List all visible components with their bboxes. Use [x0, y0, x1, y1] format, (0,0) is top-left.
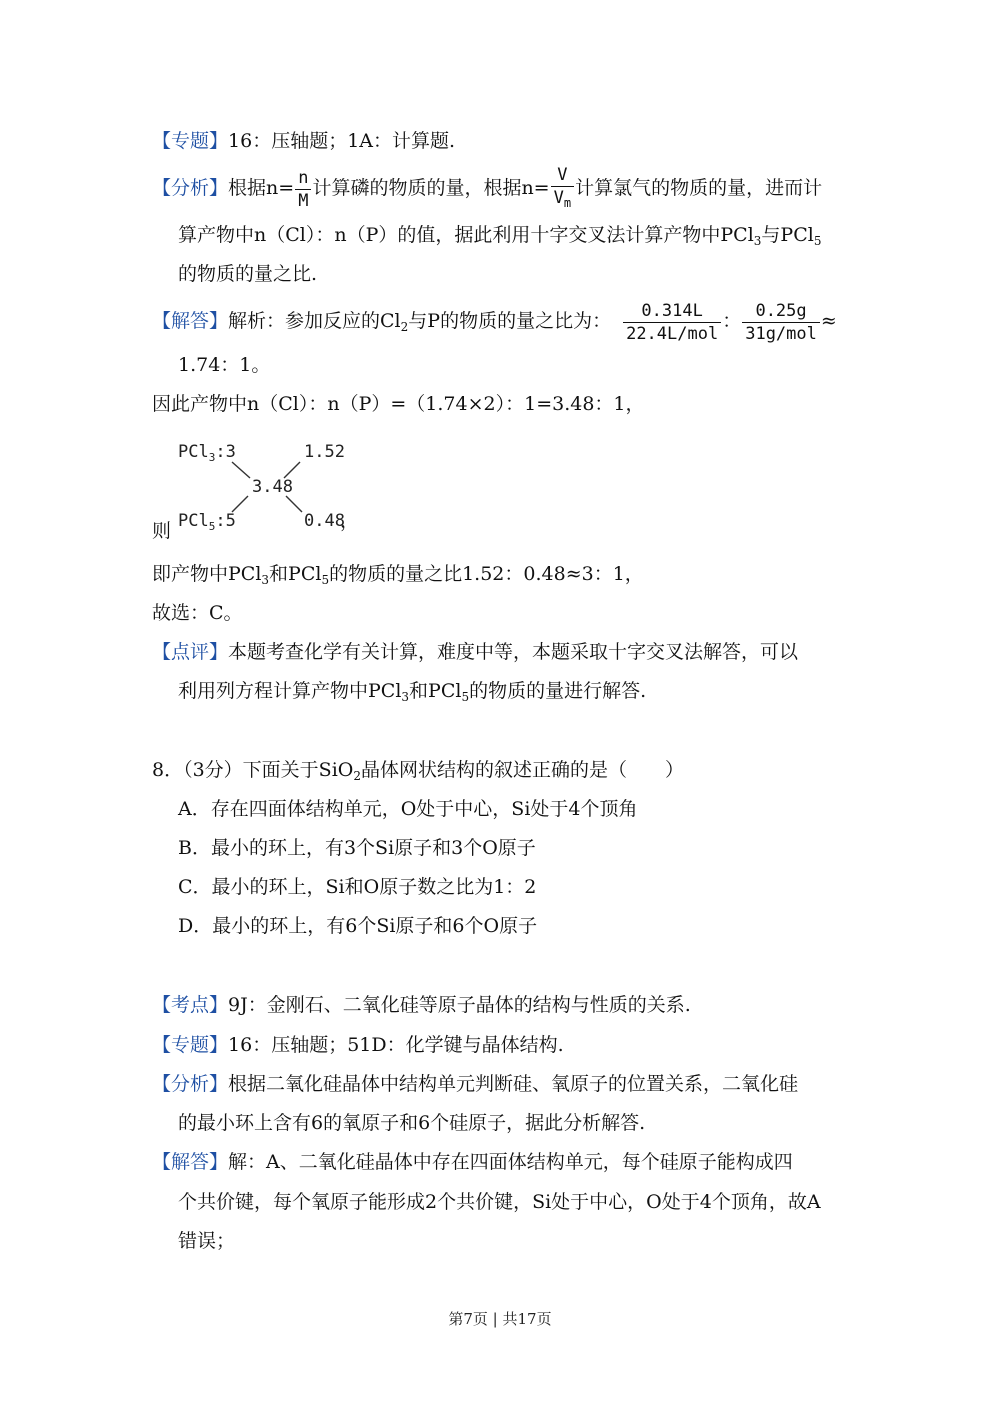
frac-num: 0.25g: [742, 300, 820, 323]
q8-zhuanti: [152, 1032, 564, 1058]
jichan-b: 和PCl: [269, 563, 322, 585]
diagram-bottom-left: PCl$_5$:5: [178, 511, 236, 533]
zhuanti-text: 16：压轴题；1A：计算题.: [228, 130, 456, 152]
jichan-line: [152, 561, 644, 593]
q8-stem-b: 晶体网状结构的叙述正确的是（ ）: [361, 759, 685, 781]
q8-option-b: B．最小的环上，有3个Si原子和3个O原子: [178, 837, 536, 859]
q8-fenxi-2: 的最小环上含有6的氧原子和6个硅原子，据此分析解答.: [178, 1112, 646, 1134]
frac-den-sub: m: [563, 196, 572, 210]
q8-stem-a: 8．（3分）下面关于SiO: [152, 759, 354, 781]
jichan-c: 的物质的量之比1.52：0.48≈3：1，: [329, 563, 644, 585]
fenxi-line-2: [178, 222, 821, 254]
frac-den-main: V: [553, 188, 564, 208]
fenxi-tag: 【分析】: [152, 177, 229, 199]
diagram-top-right: 1.52: [304, 442, 345, 462]
approx-sign: ≈: [820, 310, 837, 332]
fenxi-line2-b: 与PCl: [761, 224, 814, 246]
fenxi-text-b: 计算磷的物质的量，根据n=: [312, 177, 550, 199]
zhuanti-text: 16：压轴题；51D：化学键与晶体结构.: [228, 1034, 564, 1056]
q8-jieda-1: [152, 1149, 793, 1175]
dianping-line2-a: 利用列方程计算产物中PCl: [178, 680, 402, 702]
page-footer: 第7页 | 共17页: [448, 1310, 552, 1328]
kaodian-text: 9J：金刚石、二氧化硅等原子晶体的结构与性质的关系.: [228, 994, 691, 1016]
diagram-bottom-right: 0.48: [304, 511, 345, 531]
sub: 2: [400, 320, 409, 334]
q8-option-a: A．存在四面体结构单元，O处于中心，Si处于4个顶角: [178, 798, 638, 820]
jieda-text-a: 解析：参加反应的Cl: [228, 310, 401, 332]
fenxi-text-a: 根据n=: [228, 177, 295, 199]
dianping-line2-c: 的物质的量进行解答.: [469, 680, 647, 702]
q8-option-d: D．最小的环上，有6个Si原子和6个O原子: [178, 915, 538, 937]
diagram-line-tr: [284, 462, 300, 478]
fraction-v-over-vm: [551, 164, 574, 214]
q8-option-c: C．最小的环上，Si和O原子数之比为1：2: [178, 876, 537, 898]
dianping-text: 本题考查化学有关计算，难度中等，本题采取十字交叉法解答，可以: [228, 641, 799, 663]
sub: 5: [461, 690, 470, 704]
diagram-line-tl: [232, 462, 250, 478]
q8-kaodian: [152, 992, 691, 1018]
fraction-cl2: [623, 300, 721, 345]
ze-comma: ，: [340, 510, 360, 532]
diagram-center: 3.48: [252, 477, 293, 497]
cross-method-diagram: [176, 434, 356, 534]
fenxi-line2-a: 算产物中n（Cl）：n（P）的值，据此利用十字交叉法计算产物中PCl: [178, 224, 754, 246]
fraction-n-over-m: [295, 167, 311, 212]
fenxi-tag: 【分析】: [152, 1073, 229, 1095]
fenxi-text: 根据二氧化硅晶体中结构单元判断硅、氧原子的位置关系，二氧化硅: [228, 1073, 799, 1095]
jieda-line-2: 1.74：1。: [178, 354, 271, 376]
yinci-line: 因此产物中n（Cl）：n（P）=（1.74×2）：1=3.48：1，: [152, 393, 645, 415]
jieda-text: 解：A、二氧化硅晶体中存在四面体结构单元，每个硅原子能构成四: [228, 1151, 793, 1173]
dianping-line-1: [152, 639, 798, 665]
frac-den: 22.4L/mol: [626, 323, 719, 344]
frac-num: V: [551, 164, 574, 187]
ze-label: 则: [152, 520, 172, 542]
frac-den: M: [298, 190, 309, 211]
jieda-text-b: 与P的物质的量之比为：: [408, 310, 612, 332]
jieda-tag: 【解答】: [152, 310, 229, 332]
zhuanti-tag: 【专题】: [152, 130, 229, 152]
kaodian-tag: 【考点】: [152, 994, 229, 1016]
fenxi-line-3: 的物质的量之比.: [178, 263, 318, 285]
fraction-p: [742, 300, 820, 345]
diagram-line-bl: [232, 496, 248, 512]
sub: 2: [353, 769, 361, 783]
q8-jieda-3: 错误；: [178, 1230, 236, 1252]
ratio-sep: ：: [722, 310, 742, 332]
jichan-a: 即产物中PCl: [152, 563, 262, 585]
sub: 3: [753, 234, 762, 248]
guxuan-line: 故选：C。: [152, 602, 243, 624]
zhuanti-line: [152, 128, 455, 154]
q8-stem: [152, 757, 684, 789]
q8-fenxi-1: [152, 1071, 798, 1097]
diagram-top-left: PCl$_3$:3: [178, 442, 236, 464]
dianping-line-2: [178, 678, 646, 710]
dianping-tag: 【点评】: [152, 641, 229, 663]
fenxi-line-1: [152, 164, 822, 214]
frac-den: 31g/mol: [745, 323, 817, 344]
fenxi-text-c: 计算氯气的物质的量，进而计: [575, 177, 823, 199]
q8-jieda-2: 个共价键，每个氧原子能形成2个共价键，Si处于中心，O处于4个顶角，故A: [178, 1191, 821, 1213]
frac-den: [551, 187, 574, 214]
zhuanti-tag: 【专题】: [152, 1034, 229, 1056]
sub: 5: [813, 234, 822, 248]
sub: 5: [321, 573, 330, 587]
diagram-line-br: [286, 496, 302, 512]
frac-num: 0.314L: [623, 300, 721, 323]
sub: 3: [401, 690, 410, 704]
frac-num: n: [295, 167, 311, 190]
sub: 3: [261, 573, 270, 587]
jieda-tag: 【解答】: [152, 1151, 229, 1173]
dianping-line2-b: 和PCl: [409, 680, 462, 702]
jieda-line-1: [152, 298, 837, 350]
